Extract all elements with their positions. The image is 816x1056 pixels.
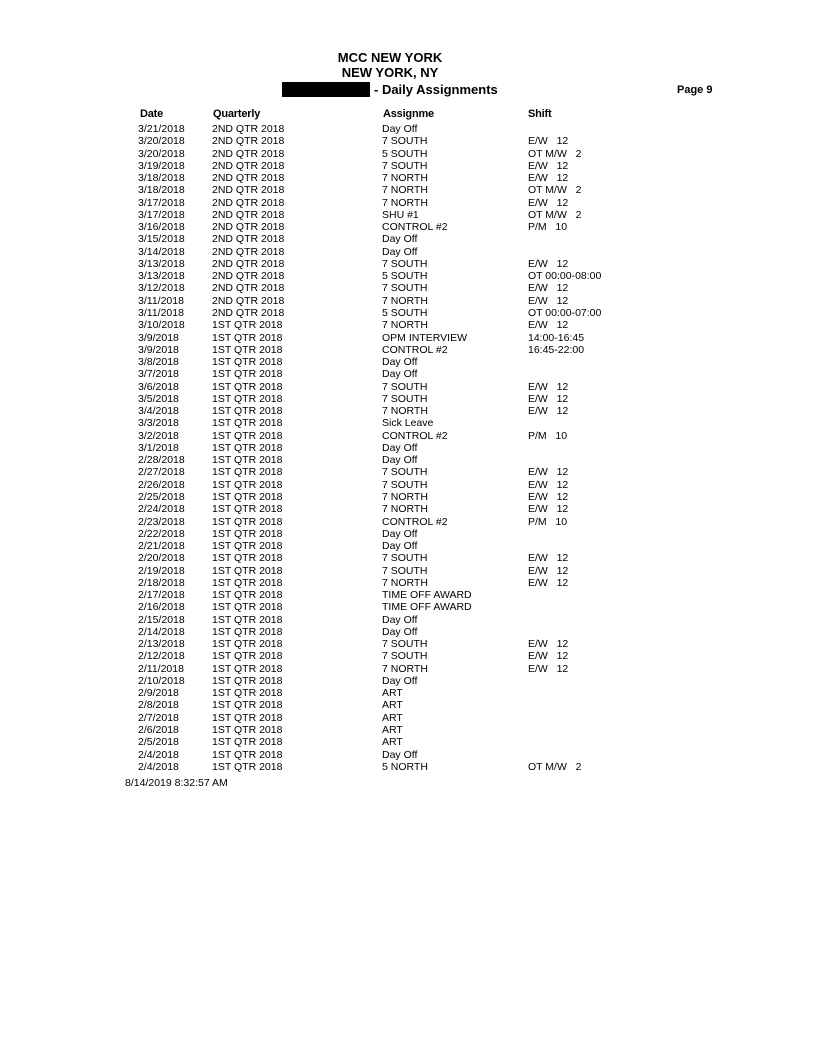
cell-date: 3/5/2018 (138, 392, 179, 405)
cell-date: 2/25/2018 (138, 490, 185, 503)
cell-shift: E/W 12 (528, 638, 569, 651)
cell-date: 3/20/2018 (138, 135, 185, 148)
cell-quarterly: 1ST QTR 2018 (212, 503, 283, 516)
cell-assignment: 7 NORTH (382, 294, 428, 307)
cell-shift: P/M 10 (528, 429, 568, 442)
cell-date: 3/14/2018 (138, 245, 185, 258)
cell-date: 2/26/2018 (138, 478, 185, 491)
cell-assignment: ART (382, 711, 403, 724)
cell-quarterly: 2ND QTR 2018 (212, 221, 285, 234)
cell-assignment: TIME OFF AWARD (382, 601, 472, 614)
cell-assignment: 7 NORTH (382, 196, 428, 209)
cell-date: 3/19/2018 (138, 159, 185, 172)
cell-shift: P/M 10 (528, 221, 568, 234)
cell-quarterly: 1ST QTR 2018 (212, 662, 283, 675)
cell-shift: E/W 12 (528, 196, 569, 209)
cell-assignment: 7 NORTH (382, 184, 428, 197)
cell-date: 2/8/2018 (138, 699, 179, 712)
cell-date: 2/4/2018 (138, 748, 179, 761)
cell-date: 3/9/2018 (138, 343, 179, 356)
cell-assignment: 7 SOUTH (382, 159, 428, 172)
cell-shift: OT M/W 2 (528, 208, 582, 221)
cell-shift: OT 00:00-07:00 (528, 306, 602, 319)
cell-assignment: 7 NORTH (382, 662, 428, 675)
cell-quarterly: 2ND QTR 2018 (212, 257, 285, 270)
cell-date: 2/16/2018 (138, 601, 185, 614)
report-org-title: MCC NEW YORK (337, 50, 443, 65)
cell-quarterly: 1ST QTR 2018 (212, 331, 283, 344)
cell-assignment: 7 SOUTH (382, 392, 428, 405)
cell-shift: E/W 12 (528, 392, 569, 405)
cell-quarterly: 1ST QTR 2018 (212, 441, 283, 454)
cell-quarterly: 1ST QTR 2018 (212, 343, 283, 356)
cell-assignment: 7 SOUTH (382, 380, 428, 393)
cell-shift: E/W 12 (528, 662, 569, 675)
cell-quarterly: 1ST QTR 2018 (212, 724, 283, 737)
cell-assignment: Day Off (382, 527, 418, 540)
cell-quarterly: 1ST QTR 2018 (212, 319, 283, 332)
cell-date: 3/2/2018 (138, 429, 179, 442)
cell-shift: OT M/W 2 (528, 147, 582, 160)
cell-quarterly: 1ST QTR 2018 (212, 736, 283, 749)
cell-shift: E/W 12 (528, 564, 569, 577)
cell-date: 2/19/2018 (138, 564, 185, 577)
cell-date: 2/22/2018 (138, 527, 185, 540)
cell-shift: 14:00-16:45 (528, 331, 585, 344)
cell-quarterly: 2ND QTR 2018 (212, 270, 285, 283)
cell-assignment: CONTROL #2 (382, 343, 448, 356)
cell-date: 2/5/2018 (138, 736, 179, 749)
cell-shift: E/W 12 (528, 466, 569, 479)
cell-assignment: 5 SOUTH (382, 270, 428, 283)
cell-quarterly: 1ST QTR 2018 (212, 429, 283, 442)
cell-date: 3/12/2018 (138, 282, 185, 295)
cell-assignment: Day Off (382, 441, 418, 454)
cell-assignment: Day Off (382, 245, 418, 258)
cell-quarterly: 1ST QTR 2018 (212, 638, 283, 651)
cell-assignment: 5 SOUTH (382, 147, 428, 160)
cell-date: 2/24/2018 (138, 503, 185, 516)
cell-shift: E/W 12 (528, 503, 569, 516)
cell-quarterly: 1ST QTR 2018 (212, 625, 283, 638)
cell-date: 3/9/2018 (138, 331, 179, 344)
cell-quarterly: 2ND QTR 2018 (212, 135, 285, 148)
cell-assignment: 7 SOUTH (382, 564, 428, 577)
cell-assignment: 7 SOUTH (382, 135, 428, 148)
cell-quarterly: 1ST QTR 2018 (212, 613, 283, 626)
cell-date: 2/20/2018 (138, 552, 185, 565)
cell-date: 3/17/2018 (138, 196, 185, 209)
page-number: Page 9 (677, 84, 713, 96)
cell-date: 3/10/2018 (138, 319, 185, 332)
cell-date: 3/21/2018 (138, 123, 185, 135)
cell-shift: 16:45-22:00 (528, 343, 585, 356)
cell-shift: E/W 12 (528, 159, 569, 172)
cell-shift: E/W 12 (528, 405, 569, 418)
cell-quarterly: 1ST QTR 2018 (212, 454, 283, 467)
cell-date: 3/4/2018 (138, 405, 179, 418)
cell-quarterly: 1ST QTR 2018 (212, 417, 283, 430)
redaction-bar (282, 82, 370, 97)
cell-assignment: Day Off (382, 625, 418, 638)
cell-quarterly: 1ST QTR 2018 (212, 601, 283, 614)
cell-date: 3/1/2018 (138, 441, 179, 454)
cell-quarterly: 1ST QTR 2018 (212, 466, 283, 479)
cell-assignment: 7 NORTH (382, 490, 428, 503)
cell-shift: OT M/W 2 (528, 184, 582, 197)
cell-shift: E/W 12 (528, 650, 569, 663)
cell-date: 2/10/2018 (138, 674, 185, 687)
cell-quarterly: 1ST QTR 2018 (212, 356, 283, 369)
cell-assignment: CONTROL #2 (382, 515, 448, 528)
column-header-quarterly: Quarterly (213, 108, 261, 120)
cell-date: 3/15/2018 (138, 233, 185, 246)
cell-quarterly: 2ND QTR 2018 (212, 123, 285, 135)
cell-quarterly: 1ST QTR 2018 (212, 760, 283, 773)
cell-assignment: Sick Leave (382, 417, 434, 430)
cell-quarterly: 2ND QTR 2018 (212, 233, 285, 246)
cell-shift: E/W 12 (528, 552, 569, 565)
cell-assignment: OPM INTERVIEW (382, 331, 467, 344)
print-timestamp: 8/14/2019 8:32:57 AM (125, 777, 228, 789)
cell-quarterly: 1ST QTR 2018 (212, 589, 283, 602)
cell-quarterly: 2ND QTR 2018 (212, 172, 285, 185)
cell-quarterly: 2ND QTR 2018 (212, 282, 285, 295)
cell-date: 3/18/2018 (138, 184, 185, 197)
cell-assignment: Day Off (382, 540, 418, 553)
cell-date: 3/18/2018 (138, 172, 185, 185)
cell-date: 2/9/2018 (138, 687, 179, 700)
cell-assignment: ART (382, 724, 403, 737)
cell-date: 2/18/2018 (138, 576, 185, 589)
cell-quarterly: 1ST QTR 2018 (212, 748, 283, 761)
cell-assignment: CONTROL #2 (382, 429, 448, 442)
cell-assignment: Day Off (382, 613, 418, 626)
cell-quarterly: 1ST QTR 2018 (212, 490, 283, 503)
cell-quarterly: 1ST QTR 2018 (212, 687, 283, 700)
cell-shift: OT M/W 2 (528, 760, 582, 773)
cell-date: 2/27/2018 (138, 466, 185, 479)
cell-assignment: 7 SOUTH (382, 478, 428, 491)
cell-quarterly: 2ND QTR 2018 (212, 159, 285, 172)
cell-shift: OT 00:00-08:00 (528, 270, 602, 283)
cell-quarterly: 1ST QTR 2018 (212, 674, 283, 687)
cell-quarterly: 1ST QTR 2018 (212, 540, 283, 553)
cell-assignment: 7 NORTH (382, 576, 428, 589)
cell-quarterly: 1ST QTR 2018 (212, 576, 283, 589)
cell-quarterly: 2ND QTR 2018 (212, 208, 285, 221)
cell-date: 2/17/2018 (138, 589, 185, 602)
cell-assignment: Day Off (382, 368, 418, 381)
cell-date: 3/13/2018 (138, 257, 185, 270)
cell-quarterly: 1ST QTR 2018 (212, 392, 283, 405)
cell-quarterly: 2ND QTR 2018 (212, 306, 285, 319)
cell-assignment: Day Off (382, 674, 418, 687)
cell-shift: E/W 12 (528, 135, 569, 148)
cell-shift: E/W 12 (528, 478, 569, 491)
cell-date: 3/17/2018 (138, 208, 185, 221)
cell-shift: E/W 12 (528, 490, 569, 503)
cell-assignment: Day Off (382, 356, 418, 369)
cell-assignment: Day Off (382, 233, 418, 246)
cell-date: 2/15/2018 (138, 613, 185, 626)
cell-date: 2/6/2018 (138, 724, 179, 737)
cell-shift: E/W 12 (528, 380, 569, 393)
cell-quarterly: 1ST QTR 2018 (212, 527, 283, 540)
cell-assignment: 7 SOUTH (382, 638, 428, 651)
cell-shift: E/W 12 (528, 282, 569, 295)
cell-shift: P/M 10 (528, 515, 568, 528)
cell-shift: E/W 12 (528, 257, 569, 270)
cell-assignment: 5 NORTH (382, 760, 428, 773)
cell-assignment: 5 SOUTH (382, 306, 428, 319)
cell-assignment: 7 SOUTH (382, 257, 428, 270)
cell-shift: E/W 12 (528, 319, 569, 332)
cell-quarterly: 1ST QTR 2018 (212, 478, 283, 491)
cell-assignment: ART (382, 736, 403, 749)
cell-date: 3/13/2018 (138, 270, 185, 283)
cell-date: 2/4/2018 (138, 760, 179, 773)
cell-date: 2/7/2018 (138, 711, 179, 724)
cell-assignment: TIME OFF AWARD (382, 589, 472, 602)
cell-assignment: Day Off (382, 748, 418, 761)
cell-date: 3/7/2018 (138, 368, 179, 381)
cell-assignment: 7 SOUTH (382, 282, 428, 295)
cell-shift: E/W 12 (528, 576, 569, 589)
cell-date: 2/14/2018 (138, 625, 185, 638)
cell-quarterly: 2ND QTR 2018 (212, 245, 285, 258)
cell-quarterly: 2ND QTR 2018 (212, 147, 285, 160)
cell-quarterly: 1ST QTR 2018 (212, 368, 283, 381)
column-header-date: Date (140, 108, 164, 120)
cell-quarterly: 2ND QTR 2018 (212, 184, 285, 197)
cell-assignment: ART (382, 687, 403, 700)
column-header-assignment: Assignme (383, 108, 434, 120)
cell-date: 3/6/2018 (138, 380, 179, 393)
cell-quarterly: 2ND QTR 2018 (212, 294, 285, 307)
cell-date: 2/21/2018 (138, 540, 185, 553)
cell-assignment: CONTROL #2 (382, 221, 448, 234)
cell-date: 2/12/2018 (138, 650, 185, 663)
cell-date: 2/13/2018 (138, 638, 185, 651)
cell-quarterly: 1ST QTR 2018 (212, 552, 283, 565)
cell-date: 3/3/2018 (138, 417, 179, 430)
cell-date: 3/20/2018 (138, 147, 185, 160)
cell-date: 2/23/2018 (138, 515, 185, 528)
report-subtitle: - Daily Assignments (374, 82, 498, 97)
cell-date: 3/11/2018 (138, 306, 184, 319)
report-city-title: NEW YORK, NY (341, 65, 439, 80)
cell-date: 2/28/2018 (138, 454, 185, 467)
cell-assignment: 7 SOUTH (382, 650, 428, 663)
cell-quarterly: 1ST QTR 2018 (212, 711, 283, 724)
cell-date: 2/11/2018 (138, 662, 184, 675)
cell-quarterly: 1ST QTR 2018 (212, 564, 283, 577)
cell-quarterly: 1ST QTR 2018 (212, 650, 283, 663)
cell-quarterly: 2ND QTR 2018 (212, 196, 285, 209)
cell-shift: E/W 12 (528, 172, 569, 185)
cell-date: 3/16/2018 (138, 221, 185, 234)
cell-assignment: 7 NORTH (382, 172, 428, 185)
cell-quarterly: 1ST QTR 2018 (212, 380, 283, 393)
cell-assignment: 7 SOUTH (382, 466, 428, 479)
cell-date: 3/8/2018 (138, 356, 179, 369)
cell-assignment: 7 NORTH (382, 503, 428, 516)
cell-date: 3/11/2018 (138, 294, 184, 307)
cell-assignment: 7 SOUTH (382, 552, 428, 565)
cell-quarterly: 1ST QTR 2018 (212, 699, 283, 712)
cell-assignment: 7 NORTH (382, 405, 428, 418)
cell-assignment: Day Off (382, 123, 418, 135)
column-header-shift: Shift (528, 108, 552, 120)
cell-shift: E/W 12 (528, 294, 569, 307)
cell-assignment: SHU #1 (382, 208, 419, 221)
cell-assignment: 7 NORTH (382, 319, 428, 332)
cell-quarterly: 1ST QTR 2018 (212, 515, 283, 528)
cell-quarterly: 1ST QTR 2018 (212, 405, 283, 418)
cell-assignment: ART (382, 699, 403, 712)
cell-assignment: Day Off (382, 454, 418, 467)
